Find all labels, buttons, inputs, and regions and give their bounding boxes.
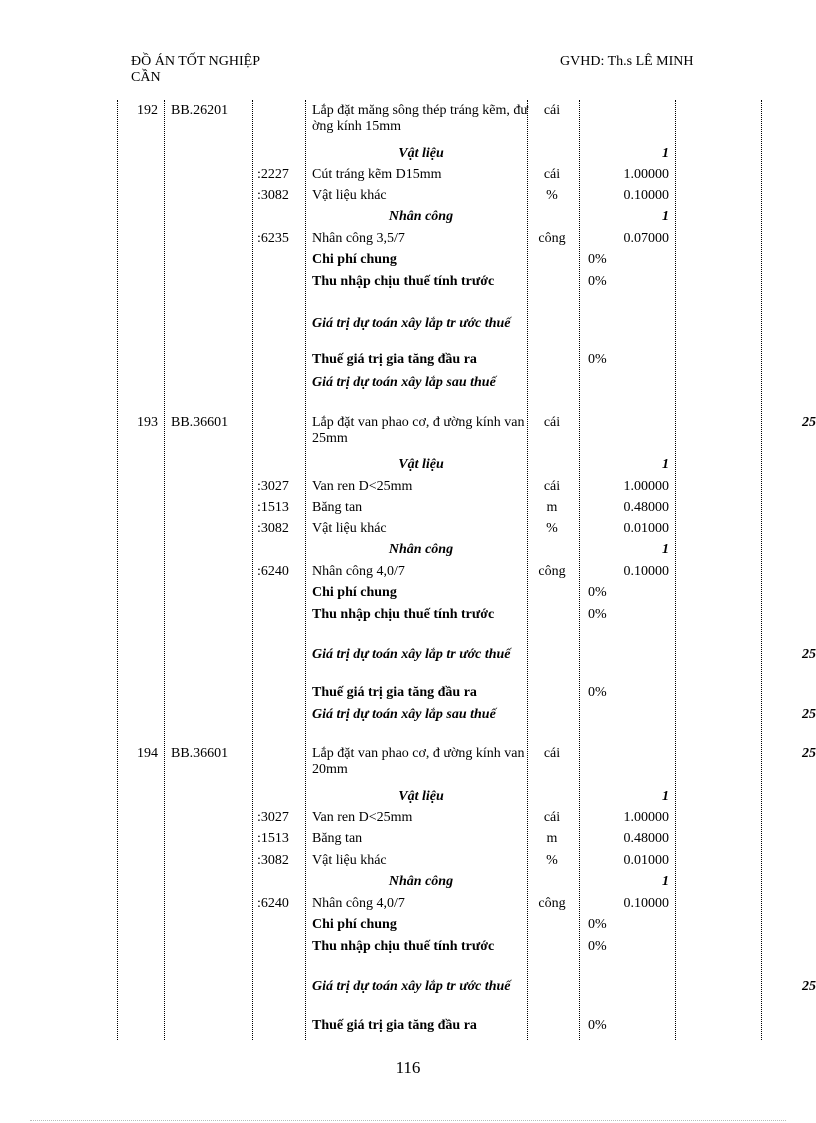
header-supervisor: GVHD: Th.s LÊ MINH — [560, 54, 694, 69]
quantity: 1.00000 — [623, 479, 669, 494]
quantity: 1 — [662, 209, 669, 224]
table-border-unit — [579, 100, 580, 1040]
resource-code: :6235 — [257, 231, 289, 246]
description: Lắp đặt măng sông thép tráng kẽm, đư ờng kính 15mm — [312, 103, 528, 134]
description: Giá trị dự toán xây lắp sau thuế — [312, 375, 496, 390]
percent: 0% — [588, 585, 607, 600]
description: Chi phí chung — [312, 917, 397, 932]
quantity: 0.10000 — [623, 188, 669, 203]
quantity: 0.48000 — [623, 500, 669, 515]
amount-truncated: 25 — [802, 746, 816, 761]
percent: 0% — [588, 352, 607, 367]
quantity: 1.00000 — [623, 167, 669, 182]
description: Vật liệu — [398, 457, 444, 472]
work-code: BB.36601 — [171, 415, 229, 430]
unit: cái — [543, 479, 561, 494]
unit: công — [538, 231, 566, 246]
unit: % — [546, 853, 558, 868]
table-border-amount — [675, 100, 676, 1040]
description: Giá trị dự toán xây lắp tr ước thuế — [312, 647, 511, 662]
table-border-code — [252, 100, 253, 1040]
description: Van ren D<25mm — [312, 479, 413, 494]
description: Chi phí chung — [312, 585, 397, 600]
resource-code: :1513 — [257, 831, 289, 846]
description: Băng tan — [312, 831, 363, 846]
resource-code: :3082 — [257, 521, 289, 536]
quantity: 0.10000 — [623, 564, 669, 579]
percent: 0% — [588, 917, 607, 932]
description: Giá trị dự toán xây lắp tr ước thuế — [312, 979, 511, 994]
percent: 0% — [588, 607, 607, 622]
resource-code: :3082 — [257, 853, 289, 868]
unit: cái — [543, 810, 561, 825]
description: Vật liệu khác — [312, 853, 387, 868]
quantity: 1 — [662, 874, 669, 889]
description: Nhân công — [388, 209, 454, 224]
quantity: 1 — [662, 789, 669, 804]
description: Thu nhập chịu thuế tính trước — [312, 274, 495, 289]
percent: 0% — [588, 939, 607, 954]
description: Cút tráng kẽm D15mm — [312, 167, 442, 182]
work-code: BB.36601 — [171, 746, 229, 761]
description: Lắp đặt van phao cơ, đ ường kính van 25mm — [312, 415, 525, 446]
unit: cái — [543, 167, 561, 182]
table-border-stt — [164, 100, 165, 1040]
description: Lắp đặt van phao cơ, đ ường kính van 20mm — [312, 746, 525, 777]
footer-divider — [30, 1120, 786, 1121]
row-number: 193 — [137, 415, 158, 430]
quantity: 1 — [662, 542, 669, 557]
description: Thu nhập chịu thuế tính trước — [312, 607, 495, 622]
quantity: 0.01000 — [623, 521, 669, 536]
quantity: 1.00000 — [623, 810, 669, 825]
description: Giá trị dự toán xây lắp sau thuế — [312, 707, 496, 722]
unit: công — [538, 564, 566, 579]
resource-code: :2227 — [257, 167, 289, 182]
percent: 0% — [588, 274, 607, 289]
amount-truncated: 25 — [802, 647, 816, 662]
resource-code: :6240 — [257, 564, 289, 579]
resource-code: :3027 — [257, 479, 289, 494]
quantity: 1 — [662, 457, 669, 472]
resource-code: :6240 — [257, 896, 289, 911]
unit: % — [546, 188, 558, 203]
description: Nhân công 4,0/7 — [312, 896, 405, 911]
unit: % — [546, 521, 558, 536]
quantity: 0.48000 — [623, 831, 669, 846]
percent: 0% — [588, 685, 607, 700]
description: Giá trị dự toán xây lắp tr ước thuế — [312, 316, 511, 331]
description: Nhân công 4,0/7 — [312, 564, 405, 579]
table-border-price — [761, 100, 762, 1040]
description: Vật liệu khác — [312, 188, 387, 203]
description: Thuế giá trị gia tăng đầu ra — [312, 685, 477, 700]
table-border-resource — [305, 100, 306, 1040]
description: Băng tan — [312, 500, 363, 515]
resource-code: :3027 — [257, 810, 289, 825]
header-left — [131, 54, 260, 86]
description: Chi phí chung — [312, 252, 397, 267]
description: Van ren D<25mm — [312, 810, 413, 825]
amount-truncated: 25 — [802, 979, 816, 994]
description: Thuế giá trị gia tăng đầu ra — [312, 352, 477, 367]
unit: m — [546, 831, 558, 846]
description: Thu nhập chịu thuế tính trước — [312, 939, 495, 954]
header-title: ĐỒ ÁN TỐT NGHIỆP — [131, 54, 260, 69]
header-title-continued: CẦN — [131, 70, 161, 85]
resource-code: :1513 — [257, 500, 289, 515]
description: Vật liệu — [398, 789, 444, 804]
row-number: 194 — [137, 746, 158, 761]
table-border-left — [117, 100, 118, 1040]
percent: 0% — [588, 252, 607, 267]
quantity: 0.01000 — [623, 853, 669, 868]
work-code: BB.26201 — [171, 103, 229, 118]
description: Nhân công — [388, 874, 454, 889]
unit: cái — [543, 746, 561, 761]
quantity: 1 — [662, 146, 669, 161]
unit: cái — [543, 103, 561, 118]
description: Vật liệu khác — [312, 521, 387, 536]
description: Vật liệu — [398, 146, 444, 161]
description: Thuế giá trị gia tăng đầu ra — [312, 1018, 477, 1033]
amount-truncated: 25 — [802, 415, 816, 430]
quantity: 0.10000 — [623, 896, 669, 911]
resource-code: :3082 — [257, 188, 289, 203]
amount-truncated: 25 — [802, 707, 816, 722]
row-number: 192 — [137, 103, 158, 118]
description: Nhân công 3,5/7 — [312, 231, 405, 246]
percent: 0% — [588, 1018, 607, 1033]
unit: cái — [543, 415, 561, 430]
unit: m — [546, 500, 558, 515]
page-number: 116 — [395, 1058, 421, 1077]
description: Nhân công — [388, 542, 454, 557]
unit: công — [538, 896, 566, 911]
quantity: 0.07000 — [623, 231, 669, 246]
